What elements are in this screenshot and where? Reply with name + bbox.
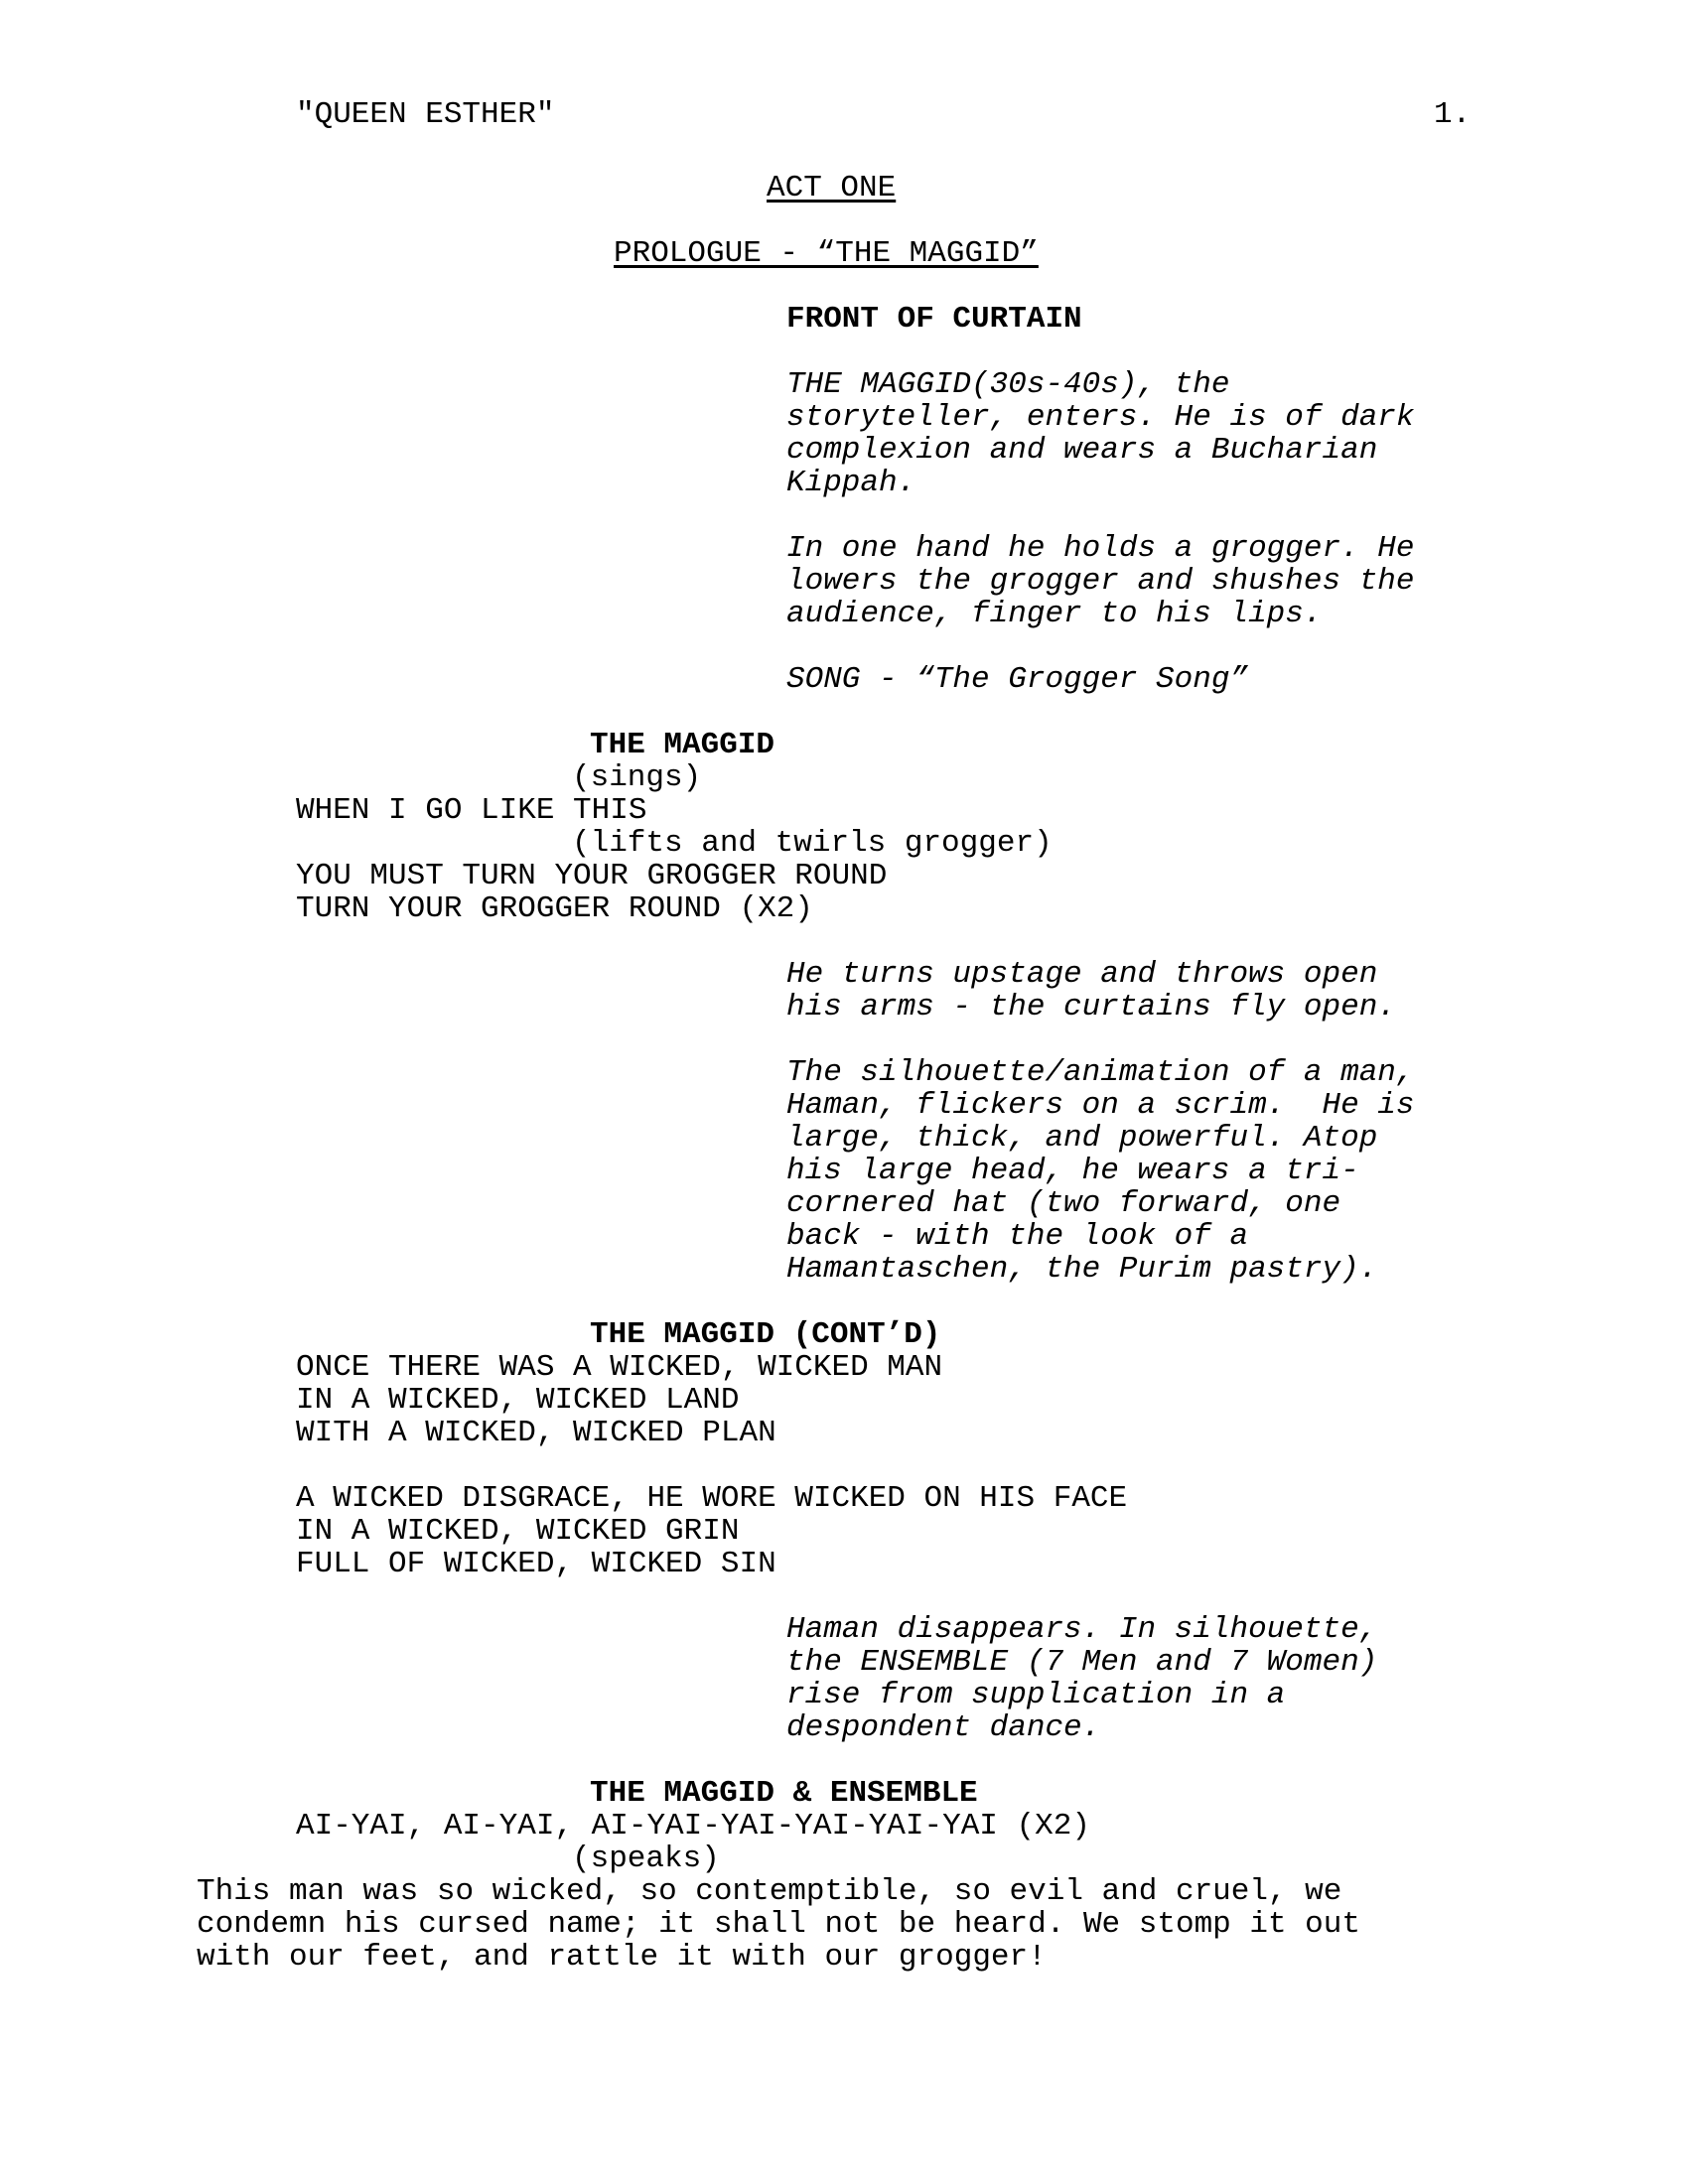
dialogue-block: This man was so wicked, so contemptible, so evil and cruel, we condemn his cursed name; it shall not be heard. We stomp it out with our feet, and rattle it with our grogger! xyxy=(197,1874,1360,1975)
stage-direction: THE MAGGID(30s-40s), the storyteller, enters. He is of dark complexion and wears a Bucharian Kippah. xyxy=(786,367,1415,500)
location-heading: FRONT OF CURTAIN xyxy=(786,302,1082,337)
character-name: THE MAGGID xyxy=(590,728,775,762)
page-number: 1. xyxy=(1434,97,1472,132)
stage-direction: In one hand he holds a grogger. He lowers the grogger and shushes the audience, finger to his lips. xyxy=(786,531,1415,631)
lyric-block: YOU MUST TURN YOUR GROGGER ROUND TURN YOUR GROGGER ROUND (X2) xyxy=(296,859,888,926)
lyric-line: AI-YAI, AI-YAI, AI-YAI-YAI-YAI-YAI-YAI (X2) xyxy=(296,1809,1090,1843)
parenthetical: (speaks) xyxy=(572,1842,720,1876)
parenthetical: (lifts and twirls grogger) xyxy=(572,826,1053,861)
lyric-block: A WICKED DISGRACE, HE WORE WICKED ON HIS FACE IN A WICKED, WICKED GRIN FULL OF WICKED, WICKED SIN xyxy=(296,1481,1128,1581)
lyric-block: ONCE THERE WAS A WICKED, WICKED MAN IN A WICKED, WICKED LAND WITH A WICKED, WICKED PLAN xyxy=(296,1350,943,1450)
character-name: THE MAGGID & ENSEMBLE xyxy=(590,1776,978,1811)
stage-direction: He turns upstage and throws open his arms - the curtains fly open. xyxy=(786,957,1396,1024)
parenthetical: (sings) xyxy=(572,760,702,795)
stage-direction: Haman disappears. In silhouette, the ENSEMBLE (7 Men and 7 Women) rise from supplication in a despondent dance. xyxy=(786,1612,1378,1745)
act-heading: ACT ONE xyxy=(767,171,897,205)
scene-heading: PROLOGUE - “THE MAGGID” xyxy=(614,236,1039,271)
header-title: "QUEEN ESTHER" xyxy=(296,97,555,132)
song-title: SONG - “The Grogger Song” xyxy=(786,662,1249,697)
lyric-line: WHEN I GO LIKE THIS xyxy=(296,793,647,828)
character-name: THE MAGGID (CONT’D) xyxy=(590,1317,941,1352)
stage-direction: The silhouette/animation of a man, Haman, flickers on a scrim. He is large, thick, and powerful. Atop his large head, he wears a tri- cornered hat (two forward, one back - with the look of a Hamantaschen, the Purim pastry). xyxy=(786,1055,1415,1287)
